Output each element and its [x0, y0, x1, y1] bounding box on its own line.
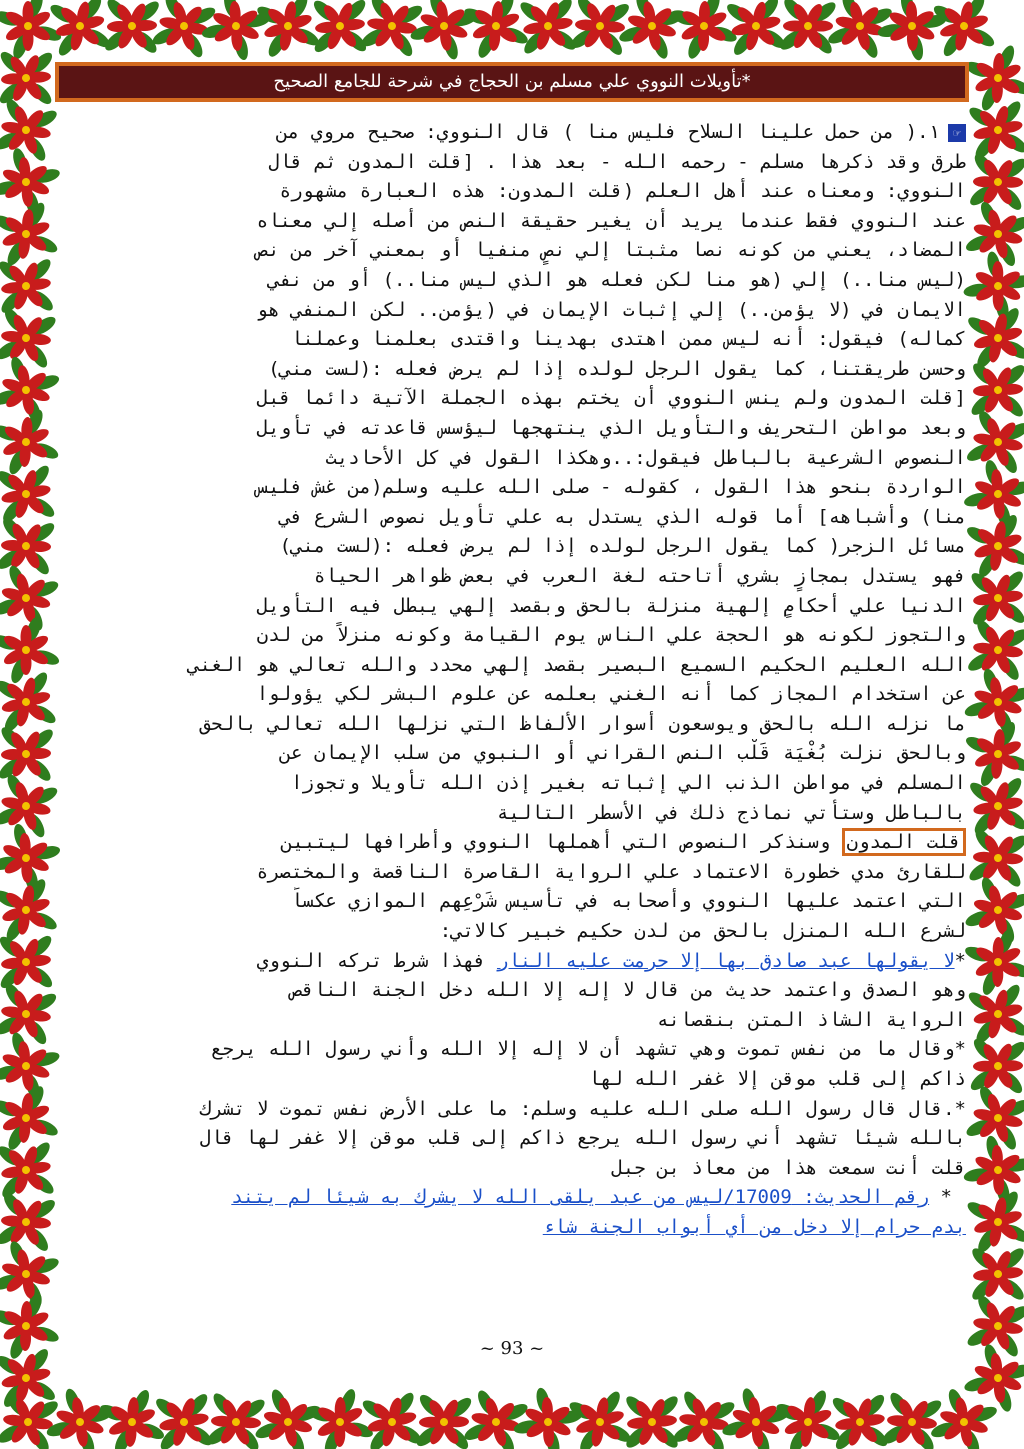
- hadith-number-link[interactable]: رقم الحديث: 17009/ليس من عبد يلقى الله لا يشرك به شيئا لم يتند: [231, 1186, 930, 1209]
- header-title: *تأويلات النووي علي مسلم بن الحجاج في شرحة للجامع الصحيح: [273, 71, 751, 92]
- text-line: [60, 414, 966, 444]
- text-line: [60, 1124, 966, 1154]
- line-text: *وقال ما من نفس تموت وهي تشهد أن لا إله إلا الله وأني رسول الله يرجع: [211, 1038, 966, 1061]
- star-marker: *: [929, 1186, 952, 1209]
- text-line: [60, 976, 966, 1006]
- hadith-link[interactable]: لا يقولها عبد صادق بها إلا حرمت عليه النار: [496, 949, 955, 972]
- line-text: كماله) فيقول: أنه ليس ممن اهتدى بهدينا واقتدى بعلمنا وعملنا: [291, 328, 966, 351]
- line-text: *.قال قال رسول الله صلى الله عليه وسلم: ما على الأرض نفس تموت لا تشرك: [199, 1097, 966, 1120]
- line-text: (ليس منا..) إلي (هو منا لكن فعله هو الذي ليس منا..) أو من نفي: [268, 268, 966, 291]
- text-line: [60, 562, 966, 592]
- document-body: [60, 118, 966, 1243]
- text-line: [60, 769, 966, 799]
- line-text: عند النووي فقط عندما يريد أن يغير حقيقة النص من أصله إلي معناه: [256, 209, 966, 232]
- line-text: الواردة بنحو هذا القول ، كقوله - صلى الله عليه وسلم(من غش فليس: [256, 476, 966, 499]
- line-text: منا) وأشباهه] أما قوله الذي يستدل به علي تأويل نصوص الشرع في: [279, 505, 966, 528]
- line-text: الايمان في (لا يؤمن..) إلي إثبات الإيمان في (يؤمن.. لكن المنفي هو: [256, 298, 966, 321]
- line-text: لشرع الله المنزل بالحق من لدن حكيم خبير كالاتي:: [439, 920, 966, 943]
- text-line: [60, 444, 966, 474]
- line-text: الرواية الشاذ المتن بنقصانه: [657, 1008, 966, 1031]
- page-header: [55, 62, 969, 102]
- paragraph-lines-2: [60, 858, 966, 947]
- text-line: [60, 296, 966, 326]
- line-text: المسلم في مواطن الذنب الي إثباته بغير إذن الله تأويلا وتجوزا: [291, 772, 966, 795]
- boxed-line-text: وسنذكر النصوص التي أهملها النووي وأطرافها ليتبين: [281, 831, 842, 854]
- text-line: [60, 710, 966, 740]
- line-text: مسائل الزجر( كما يقول الرجل لولده إذا لم يرض فعله :(لست مني): [279, 535, 966, 558]
- text-line: [60, 148, 966, 178]
- text-line: [60, 266, 966, 296]
- line-text: ١.( من حمل علينا السلاح فليس منا ) قال النووي: صحيح مروي من: [276, 121, 940, 143]
- final-link-line-2: [60, 1213, 966, 1243]
- line-text: للقارئ مدي خطورة الاعتماد علي الرواية القاصرة الناقصة والمختصرة: [256, 860, 966, 883]
- line-text: ذاكم إلى قلب موقن إلا غفر الله لها: [588, 1068, 966, 1090]
- page-number: ~ 93 ~: [479, 1338, 545, 1359]
- boxed-label: قلت المدون: [842, 828, 966, 856]
- line-text: قلت أنت سمعت هذا من معاذ بن جبل: [611, 1156, 966, 1179]
- text-line: [60, 355, 966, 385]
- star-marker: *: [954, 949, 966, 972]
- line-text: بالباطل وستأتي نماذج ذلك في الأسطر التالية: [497, 801, 966, 824]
- text-line: [60, 1065, 966, 1095]
- line-text: وحسن طريقتنا، كما يقول الرجل لولده إذا لم يرض فعله :(لست مني): [268, 357, 966, 380]
- poinsettia-flower: [923, 0, 1006, 67]
- paragraph-lines-3: [60, 976, 966, 1183]
- text-line: [60, 917, 966, 947]
- poinsettia-flower: [304, 1386, 375, 1449]
- text-line: [60, 1035, 966, 1065]
- text-line: [60, 1154, 966, 1184]
- text-line: [60, 1006, 966, 1036]
- line-text: النووي: ومعناه عند أهل العلم (قلت المدون: هذه العبارة مشهورة: [279, 180, 966, 203]
- link-line-text: فهذا شرط تركه النووي: [256, 949, 497, 972]
- text-line: [60, 177, 966, 207]
- line-text: النصوص الشرعية بالباطل فيقول:..وهكذا القول في كل الأحاديث: [325, 446, 966, 469]
- line-text: الله العليم الحكيم السميع البصير بقصد إلهي محدد والله تعالي هو الغني: [188, 653, 966, 676]
- text-line: [60, 887, 966, 917]
- line-text: عن استخدام المجاز كما أنه الغني بعلمه عن علوم البشر لكي يؤولوا: [256, 683, 966, 706]
- line-text: [قلت المدون ولم ينس النووي أن يختم بهذه الجملة الآتية دائما قبل: [256, 387, 966, 410]
- boxed-line: [60, 828, 966, 858]
- link-line: [60, 947, 966, 977]
- line-text: فهو يستدل بمجازٍ بشري أتاحته لغة العرب في بعض ظواهر الحياة: [313, 564, 966, 587]
- text-line: [60, 680, 966, 710]
- line-text: ما نزله الله بالحق ويوسعون أسوار الألفاظ التي نزلها الله تعالي بالحق: [199, 712, 966, 735]
- text-line: [60, 739, 966, 769]
- poinsettia-flower: [0, 405, 63, 480]
- text-line: [60, 384, 966, 414]
- line-text: طرق وقد ذكرها مسلم - رحمه الله - بعد هذا . [قلت المدون ثم قال: [268, 150, 966, 173]
- text-line: [60, 207, 966, 237]
- line-text: وبالحق نزلت بُغْيَة قَلْب النص القراني أو النبوي من سلب الإيمان عن: [279, 742, 966, 765]
- text-line: [60, 799, 966, 829]
- text-line: [60, 118, 966, 148]
- line-text: التي اعتمد عليها النووي وأصحابه في تأسيس شَرْعِهم الموازي عكساً: [291, 890, 966, 913]
- text-line: [60, 592, 966, 622]
- text-line: [60, 651, 966, 681]
- text-line: [60, 858, 966, 888]
- poinsettia-flower: [956, 296, 1024, 380]
- line-text: الدنيا علي أحكامٍ إلهية منزلة بالحق وبقصد إلهي يبطل فيه التأويل: [256, 594, 966, 617]
- pointing-hand-icon: ☞: [948, 124, 966, 142]
- line-text: وبعد مواطن التحريف والتأويل الذي ينتهجها ليؤسس قاعدته في تأويل: [256, 416, 966, 439]
- hadith-number-link-cont[interactable]: بدم حرام إلا دخل من أي أبواب الجنة شاء: [542, 1215, 966, 1238]
- text-line: [60, 621, 966, 651]
- text-line: [60, 503, 966, 533]
- text-line: [60, 473, 966, 503]
- line-text: المضاد، يعني من كونه نصا مثبتا إلي نصٍ منفيا أو بمعني آخر من نص: [256, 239, 966, 262]
- text-line: [60, 1095, 966, 1125]
- text-line: [60, 236, 966, 266]
- line-text: والتجوز لكونه هو الحجة علي الناس يوم القيامة وكونه منزلاً من لدن: [256, 624, 966, 647]
- text-line: [60, 532, 966, 562]
- poinsettia-flower: [0, 615, 61, 685]
- line-text: بالله شيئا تشهد أني رسول الله يرجع ذاكم إلى قلب موقن إلا غفر لها قال: [199, 1127, 966, 1150]
- text-line: [60, 325, 966, 355]
- final-link-line-1: [60, 1183, 966, 1213]
- paragraph-lines: [60, 118, 966, 828]
- line-text: وهو الصدق واعتمد حديث من قال لا إله إلا الله دخل الجنة الناقص: [291, 979, 966, 1002]
